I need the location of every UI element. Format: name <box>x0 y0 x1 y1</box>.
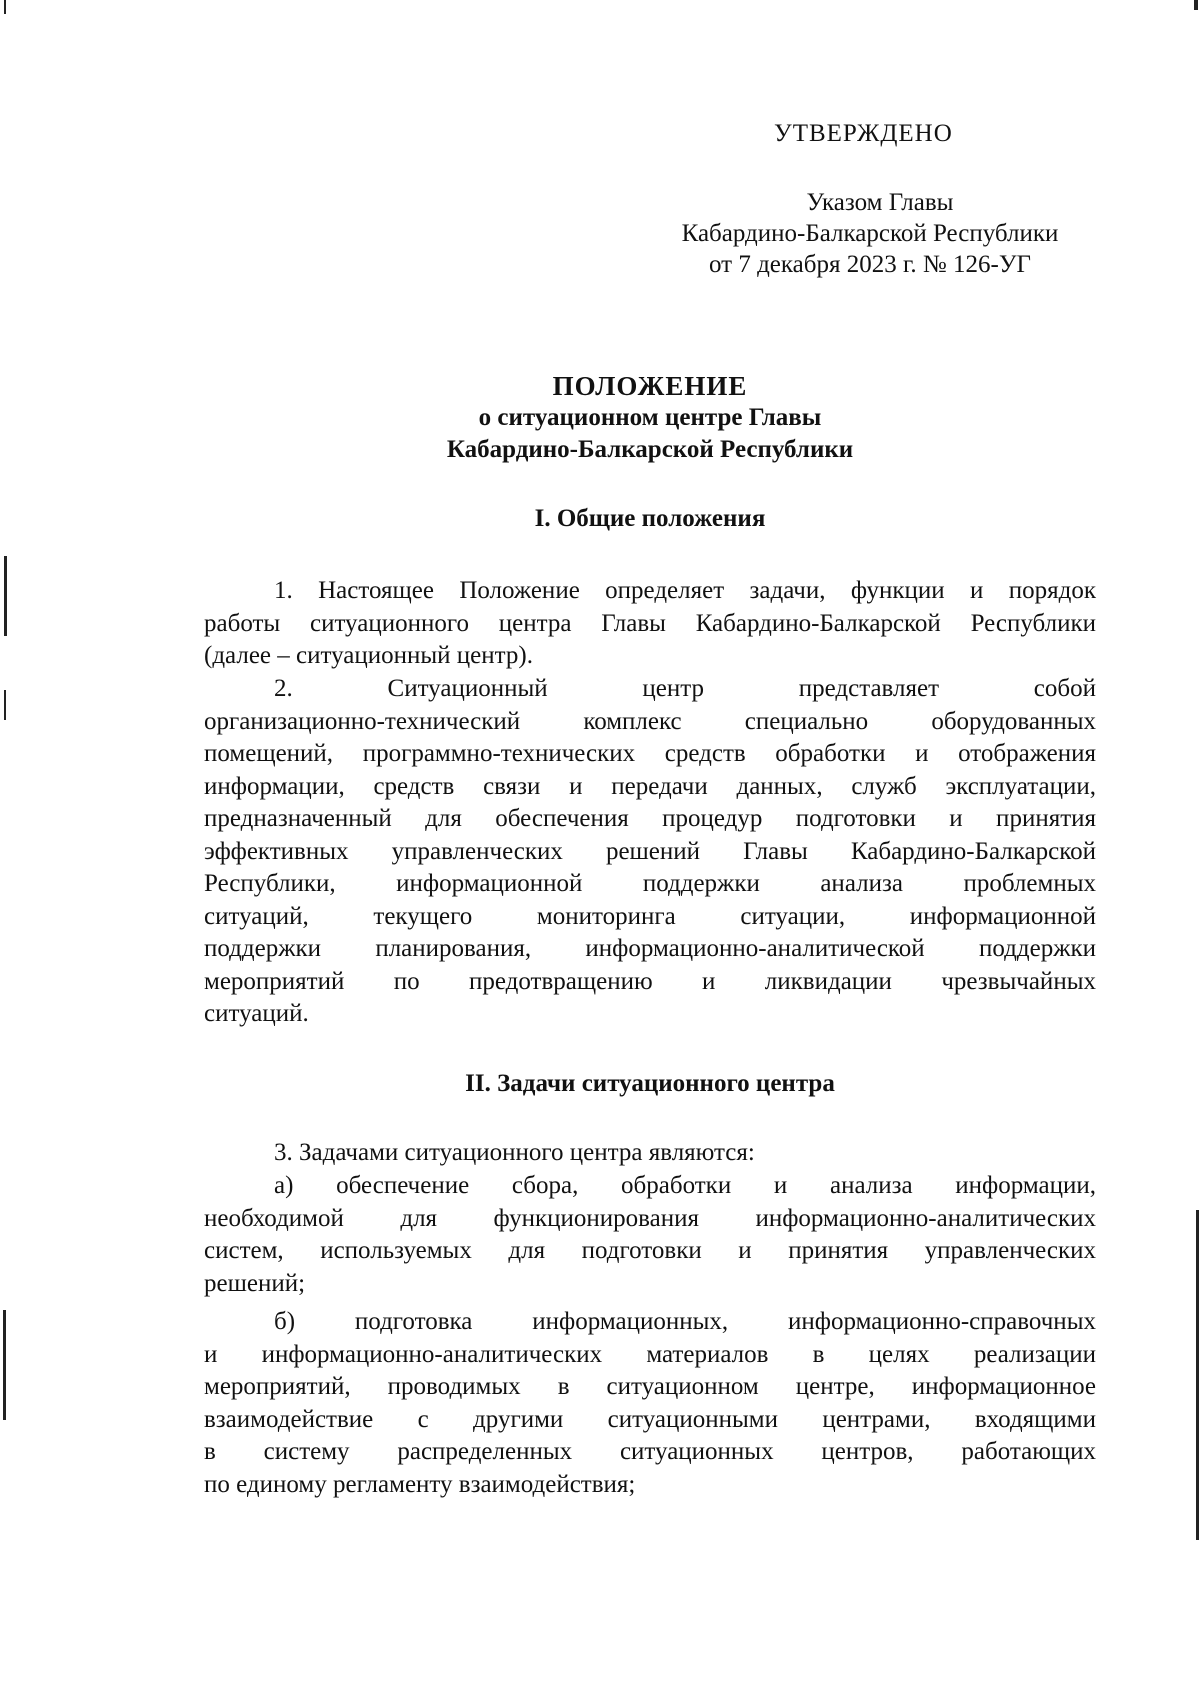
scan-edge-mark <box>3 1310 6 1420</box>
text-line: эффективных управленческих решений Главы Кабардино-Балкарской <box>204 837 1096 865</box>
paragraph <box>204 673 1096 1031</box>
text-line: организационно-технический комплекс специально оборудованных <box>204 707 1096 735</box>
text-line: мероприятий по предотвращению и ликвидации чрезвычайных <box>204 967 1096 995</box>
text-line: работы ситуационного центра Главы Кабардино-Балкарской Республики <box>204 609 1096 637</box>
approval-heading: УТВЕРЖДЕНО <box>774 120 953 147</box>
text-line: по единому регламенту взаимодействия; <box>204 1470 636 1498</box>
approval-line: Указом Главы <box>806 189 954 216</box>
title-line: Кабардино-Балкарской Республики <box>446 436 854 463</box>
paragraph <box>204 1137 1096 1170</box>
text-line: Республики, информационной поддержки анализа проблемных <box>204 870 1096 897</box>
scan-edge-mark <box>1194 0 1198 10</box>
text-line: а) обеспечение сбора, обработки и анализа информации, <box>274 1172 1096 1199</box>
text-line: и информационно-аналитических материалов в целях реализации <box>204 1340 1096 1368</box>
text-line: б) подготовка информационных, информационно-справочных <box>274 1308 1096 1335</box>
text-line: взаимодействие с другими ситуационными центрами, входящими <box>204 1405 1096 1433</box>
document-title <box>200 370 1100 466</box>
text-line: ситуаций, текущего мониторинга ситуации, информационной <box>204 902 1096 930</box>
scan-edge-mark <box>4 556 7 636</box>
section-heading: II. Задачи ситуационного центра <box>465 1070 835 1097</box>
text-line: ситуаций. <box>204 1000 309 1027</box>
text-line: систем, используемых для подготовки и принятия управленческих <box>204 1237 1096 1264</box>
title-line: о ситуационном центре Главы <box>478 404 822 431</box>
scan-edge-mark <box>1196 1210 1199 1540</box>
section-heading: I. Общие положения <box>534 505 766 532</box>
text-line: помещений, программно-технических средств обработки и отображения <box>204 740 1096 767</box>
paragraph <box>204 575 1096 673</box>
text-line: мероприятий, проводимых в ситуационном центре, информационное <box>204 1373 1096 1400</box>
approval-line: от 7 декабря 2023 г. № 126-УГ <box>708 251 1031 278</box>
text-line: 3. Задачами ситуационного центра являются: <box>274 1139 755 1166</box>
text-line: информации, средств связи и передачи данных, служб эксплуатации, <box>204 772 1096 800</box>
approval-line: Кабардино-Балкарской Республики <box>681 220 1059 247</box>
text-line: решений; <box>204 1269 306 1297</box>
approval-stamp <box>640 118 1100 280</box>
text-line: поддержки планирования, информационно-аналитической поддержки <box>204 935 1096 962</box>
text-line: (далее – ситуационный центр). <box>204 642 533 669</box>
text-line: необходимой для функционирования информационно-аналитических <box>204 1204 1096 1232</box>
text-line: в систему распределенных ситуационных центров, работающих <box>204 1438 1096 1465</box>
scan-edge-mark <box>4 690 6 720</box>
text-line: 1. Настоящее Положение определяет задачи, функции и порядок <box>274 577 1096 604</box>
text-line: предназначенный для обеспечения процедур подготовки и принятия <box>204 805 1096 832</box>
text-line: 2. Ситуационный центр представляет собой <box>274 675 1096 702</box>
title-line: ПОЛОЖЕНИЕ <box>552 371 748 401</box>
scan-edge-mark <box>4 0 6 14</box>
paragraph <box>204 1170 1096 1300</box>
paragraph <box>204 1306 1096 1501</box>
